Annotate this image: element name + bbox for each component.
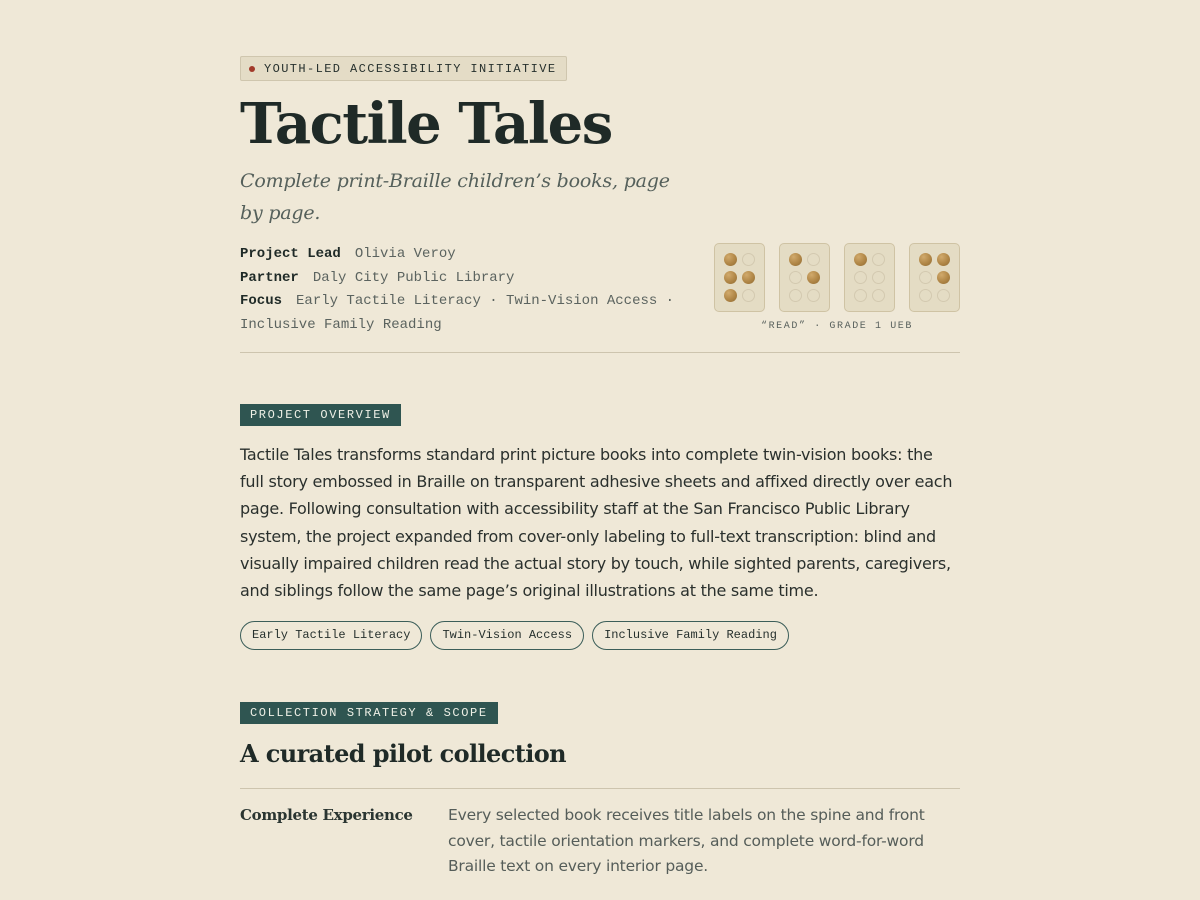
tag-inclusive-family-reading[interactable]: Inclusive Family Reading (592, 621, 789, 650)
braille-dot-raised (807, 271, 820, 284)
braille-cell-a (844, 243, 895, 312)
braille-dot-empty (854, 289, 867, 302)
header-divider (240, 352, 960, 353)
meta-partner-label: Partner (240, 269, 299, 286)
page-title: Tactile Tales (240, 91, 612, 157)
braille-dot-empty (807, 253, 820, 266)
focus-tags (240, 621, 960, 650)
overview-section (240, 404, 960, 650)
braille-illustration (714, 243, 960, 332)
overview-text: Tactile Tales transforms standard print picture books into complete twin-vision books: the full story embossed in Braille on transparent adhesive sheets and affixed directly over each page. Following consultation with accessibility staff at the San Francisco Public Library system, the project expanded from cover-only labeling to full-text transcription: blind and visually impaired children read the actual story by touch, while sighted parents, caregivers, and siblings follow the same page’s original illustrations at the same time. (240, 445, 953, 601)
strategy-badge: COLLECTION STRATEGY & SCOPE (240, 702, 498, 724)
braille-cell-e (779, 243, 830, 312)
meta-partner-value: Daly City Public Library (312, 269, 515, 286)
meta-lead-value: Olivia Veroy (354, 246, 456, 262)
braille-cell-r (714, 243, 765, 312)
project-meta (240, 243, 680, 337)
braille-dot-raised (742, 271, 755, 284)
braille-dot-raised (937, 271, 950, 284)
tag-early-tactile-literacy[interactable]: Early Tactile Literacy (240, 621, 422, 650)
meta-focus-value: Early Tactile Literacy · Twin-Vision Access · Inclusive Family Reading (240, 293, 675, 333)
braille-dot-empty (789, 289, 802, 302)
strategy-title: A curated pilot collection (240, 739, 566, 769)
braille-dot-empty (789, 271, 802, 284)
eyebrow-label: YOUTH-LED ACCESSIBILITY INITIATIVE (264, 61, 557, 76)
braille-dot-empty (742, 289, 755, 302)
strategy-divider (240, 788, 960, 789)
braille-dot-empty (919, 271, 932, 284)
braille-dot-empty (919, 289, 932, 302)
meta-partner (240, 267, 680, 291)
braille-dot-empty (937, 289, 950, 302)
meta-lead (240, 243, 680, 267)
meta-focus-label: Focus (240, 293, 283, 309)
feature-row (240, 803, 960, 880)
braille-dot-raised (724, 289, 737, 302)
feature-text: Every selected book receives title labels on the spine and front cover, tactile orientation markers, and complete word-for-word Braille text on every interior page. (448, 806, 925, 876)
braille-cell-d (909, 243, 960, 312)
braille-dot-raised (724, 271, 737, 284)
braille-dot-empty (742, 253, 755, 266)
initiative-eyebrow (240, 56, 567, 81)
braille-cells (714, 243, 960, 312)
strategy-section (240, 702, 960, 880)
braille-dot-empty (872, 289, 885, 302)
braille-dot-raised (789, 253, 802, 266)
braille-dot-raised (919, 253, 932, 266)
meta-row (240, 243, 960, 339)
braille-dot-raised (854, 253, 867, 266)
braille-dot-empty (854, 271, 867, 284)
braille-caption: “READ” · GRADE 1 UEB (760, 321, 914, 332)
braille-dot-empty (807, 289, 820, 302)
braille-dot-raised (937, 253, 950, 266)
braille-dot-raised (724, 253, 737, 266)
status-dot-icon (249, 66, 255, 72)
braille-dot-empty (872, 271, 885, 284)
meta-focus (240, 290, 680, 337)
tag-twin-vision-access[interactable]: Twin-Vision Access (430, 621, 584, 650)
feature-label: Complete Experience (240, 806, 413, 825)
page-subtitle: Complete print-Braille children’s books, page by page. (240, 170, 670, 224)
overview-badge: PROJECT OVERVIEW (240, 404, 401, 426)
meta-lead-label: Project Lead (240, 246, 341, 262)
braille-dot-empty (872, 253, 885, 266)
page-content (240, 56, 960, 880)
